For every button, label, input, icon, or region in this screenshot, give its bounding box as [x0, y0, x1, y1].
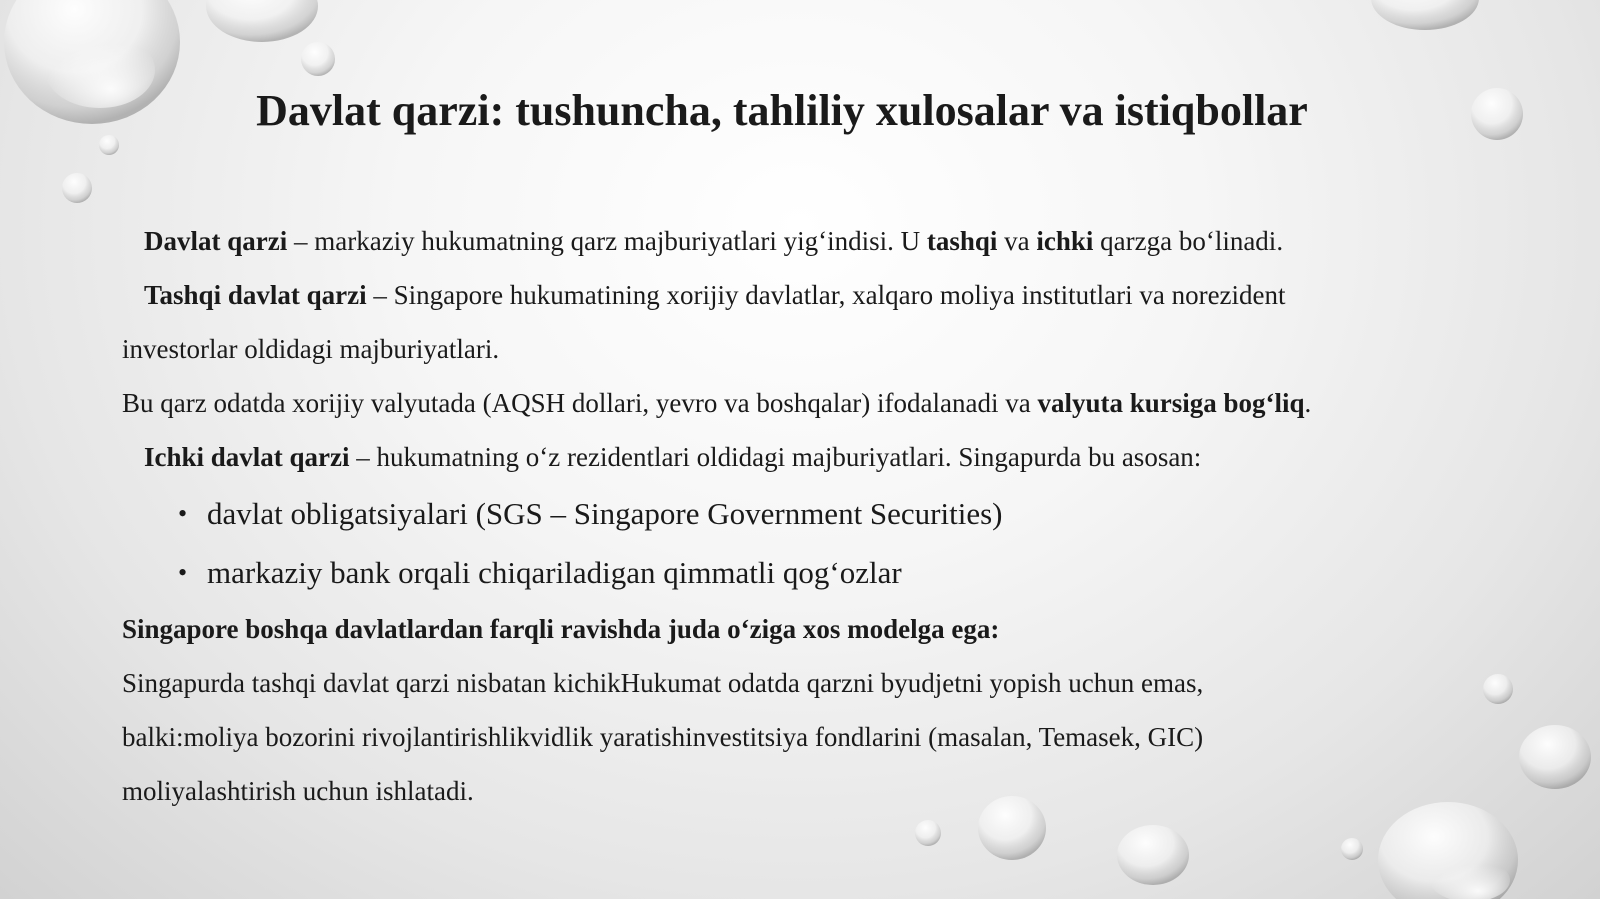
- droplet-small-3: [62, 173, 92, 203]
- droplet-small-1: [301, 42, 335, 76]
- droplet-small-2: [99, 135, 119, 155]
- para1-text1: – markaziy hukumatning qarz majburiyatlari yig‘indisi. U: [287, 226, 927, 256]
- bullet-item: [122, 543, 1462, 602]
- para4-text1: – hukumatning o‘z rezidentlari oldidagi majburiyatlari. Singapurda bu asosan:: [349, 442, 1202, 472]
- bullet-text: davlat obligatsiyalari (SGS – Singapore Government Securities): [207, 496, 1003, 531]
- term-ichki: ichki: [1036, 226, 1094, 256]
- droplet-top-left-medium: [206, 0, 318, 42]
- term-valyuta-kursiga: valyuta kursiga bog‘liq: [1037, 388, 1305, 418]
- paragraph-definition: [122, 214, 1462, 268]
- slide-body: [122, 214, 1462, 818]
- bullet-dot: •: [178, 499, 188, 528]
- bullet-list: [122, 484, 1462, 602]
- term-davlat-qarzi: Davlat qarzi: [144, 226, 288, 256]
- droplet-bottom-4: [1341, 838, 1363, 860]
- para2-text1: – Singapore hukumatining xorijiy davlatlar, xalqaro moliya institutlari va norezident: [366, 280, 1286, 310]
- paragraph-singapore-model: [122, 602, 1462, 656]
- paragraph-external-debt-cont: investorlar oldidagi majburiyatlari.: [122, 334, 500, 364]
- droplet-right-medium: [1519, 725, 1591, 789]
- bullet-item: [122, 484, 1462, 543]
- droplet-bottom-1: [915, 820, 941, 846]
- term-tashqi: tashqi: [926, 226, 998, 256]
- para3-text1: Bu qarz odatda xorijiy valyutada (AQSH dollari, yevro va boshqalar) ifodalanadi va: [122, 388, 1038, 418]
- droplet-top-right: [1371, 0, 1479, 30]
- paragraph-singapore-line2: balki:moliya bozorini rivojlantirishlikvidlik yaratishinvestitsiya fondlarini (masalan, Temasek, GIC): [122, 722, 1204, 752]
- singapore-model-heading: Singapore boshqa davlatlardan farqli ravishda juda o‘ziga xos modelga ega:: [122, 614, 1000, 644]
- paragraph-external-debt: [122, 268, 1462, 322]
- bullet-dot: •: [178, 558, 188, 587]
- droplet-right-small: [1483, 674, 1513, 704]
- bullet-text: markaziy bank orqali chiqariladigan qimmatli qog‘ozlar: [207, 555, 902, 590]
- paragraph-internal-debt: [122, 430, 1462, 484]
- paragraph-singapore-line1: Singapurda tashqi davlat qarzi nisbatan kichikHukumat odatda qarzni byudjetni yopish uchun emas,: [122, 668, 1204, 698]
- slide-title: Davlat qarzi: tushuncha, tahliliy xulosalar va istiqbollar: [256, 86, 1308, 135]
- term-ichki-davlat-qarzi: Ichki davlat qarzi: [144, 442, 350, 472]
- para1-text3: qarzga bo‘linadi.: [1093, 226, 1284, 256]
- paragraph-singapore-line3: moliyalashtirish uchun ishlatadi.: [122, 776, 474, 806]
- term-tashqi-davlat-qarzi: Tashqi davlat qarzi: [144, 280, 367, 310]
- paragraph-currency: [122, 376, 1462, 430]
- droplet-bottom-3: [1117, 825, 1189, 885]
- para1-text2: va: [997, 226, 1037, 256]
- para3-text2: .: [1304, 388, 1312, 418]
